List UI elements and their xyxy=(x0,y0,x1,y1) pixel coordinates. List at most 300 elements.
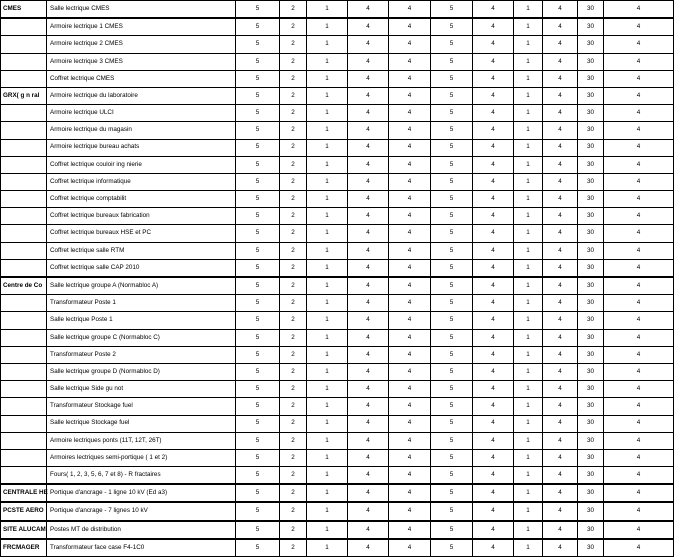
zone-cell[interactable] xyxy=(1,208,47,225)
value-cell[interactable]: 5 xyxy=(236,173,280,190)
value-cell[interactable]: 5 xyxy=(236,139,280,156)
value-cell[interactable]: 1 xyxy=(514,449,543,466)
value-cell[interactable]: 1 xyxy=(307,363,348,380)
score-cell[interactable]: 30 xyxy=(578,36,604,53)
equipment-cell[interactable]: Armoire lectrique du magasin xyxy=(47,122,236,139)
value-cell[interactable]: 4 xyxy=(348,363,389,380)
value-cell[interactable]: 1 xyxy=(514,208,543,225)
value-cell[interactable]: 4 xyxy=(473,329,514,346)
value-cell[interactable]: 4 xyxy=(473,225,514,242)
value-cell[interactable]: 2 xyxy=(280,156,307,173)
value-cell[interactable]: 5 xyxy=(236,105,280,122)
equipment-cell[interactable]: Coffret lectrique comptabilit xyxy=(47,191,236,208)
equipment-cell[interactable]: Salle lectrique CMES xyxy=(47,1,236,19)
value-cell[interactable]: 4 xyxy=(473,539,514,557)
value-cell[interactable]: 1 xyxy=(307,87,348,104)
value-cell[interactable]: 4 xyxy=(348,122,389,139)
value-cell[interactable]: 4 xyxy=(389,381,431,398)
value-cell[interactable]: 4 xyxy=(348,139,389,156)
value-cell[interactable]: 4 xyxy=(389,484,431,502)
value-cell[interactable]: 1 xyxy=(514,484,543,502)
value-cell[interactable]: 1 xyxy=(307,70,348,87)
equipment-cell[interactable]: Armoire lectrique bureau achats xyxy=(47,139,236,156)
value-cell[interactable]: 4 xyxy=(389,295,431,312)
value-cell[interactable]: 5 xyxy=(431,432,473,449)
zone-cell[interactable] xyxy=(1,242,47,259)
zone-cell[interactable] xyxy=(1,139,47,156)
value-cell[interactable]: 1 xyxy=(514,363,543,380)
value-cell[interactable]: 4 xyxy=(543,432,578,449)
value-cell[interactable]: 4 xyxy=(389,432,431,449)
value-cell[interactable]: 2 xyxy=(280,36,307,53)
zone-cell[interactable] xyxy=(1,295,47,312)
value-cell[interactable]: 5 xyxy=(431,381,473,398)
value-cell[interactable]: 1 xyxy=(307,208,348,225)
value-cell[interactable]: 5 xyxy=(431,521,473,539)
value-cell[interactable]: 2 xyxy=(280,139,307,156)
equipment-cell[interactable]: Transformateur Stockage fuel xyxy=(47,398,236,415)
value-cell[interactable]: 4 xyxy=(543,173,578,190)
value-cell[interactable]: 4 xyxy=(543,242,578,259)
value-cell[interactable]: 4 xyxy=(543,225,578,242)
value-cell[interactable]: 2 xyxy=(280,242,307,259)
score-cell[interactable]: 30 xyxy=(578,415,604,432)
value-cell[interactable]: 2 xyxy=(280,539,307,557)
value-cell[interactable]: 1 xyxy=(514,156,543,173)
value-cell[interactable]: 1 xyxy=(307,432,348,449)
value-cell[interactable]: 1 xyxy=(307,53,348,70)
value-cell[interactable]: 1 xyxy=(514,53,543,70)
score-cell[interactable]: 4 xyxy=(604,139,674,156)
zone-cell[interactable]: PCSTE AERO xyxy=(1,502,47,520)
value-cell[interactable]: 4 xyxy=(389,122,431,139)
score-cell[interactable]: 4 xyxy=(604,381,674,398)
value-cell[interactable]: 4 xyxy=(389,277,431,295)
value-cell[interactable]: 4 xyxy=(543,259,578,277)
value-cell[interactable]: 2 xyxy=(280,122,307,139)
equipment-cell[interactable]: Coffret lectrique salle RTM xyxy=(47,242,236,259)
score-cell[interactable]: 4 xyxy=(604,449,674,466)
value-cell[interactable]: 2 xyxy=(280,18,307,36)
value-cell[interactable]: 2 xyxy=(280,259,307,277)
score-cell[interactable]: 4 xyxy=(604,521,674,539)
equipment-cell[interactable]: Armoire lectrique 2 CMES xyxy=(47,36,236,53)
value-cell[interactable]: 1 xyxy=(514,191,543,208)
score-cell[interactable]: 30 xyxy=(578,18,604,36)
value-cell[interactable]: 1 xyxy=(514,467,543,485)
zone-cell[interactable]: FRCMAGER xyxy=(1,539,47,557)
value-cell[interactable]: 5 xyxy=(236,312,280,329)
value-cell[interactable]: 4 xyxy=(348,242,389,259)
value-cell[interactable]: 1 xyxy=(307,484,348,502)
score-cell[interactable]: 30 xyxy=(578,502,604,520)
score-cell[interactable]: 30 xyxy=(578,329,604,346)
value-cell[interactable]: 1 xyxy=(514,295,543,312)
value-cell[interactable]: 5 xyxy=(236,53,280,70)
zone-cell[interactable]: CENTRALE HE xyxy=(1,484,47,502)
value-cell[interactable]: 2 xyxy=(280,521,307,539)
value-cell[interactable]: 4 xyxy=(389,449,431,466)
value-cell[interactable]: 4 xyxy=(473,259,514,277)
value-cell[interactable]: 4 xyxy=(543,398,578,415)
score-cell[interactable]: 4 xyxy=(604,225,674,242)
equipment-cell[interactable]: Armoire lectriques ponts (11T, 12T, 26T) xyxy=(47,432,236,449)
value-cell[interactable]: 4 xyxy=(543,484,578,502)
score-cell[interactable]: 4 xyxy=(604,329,674,346)
value-cell[interactable]: 4 xyxy=(543,70,578,87)
value-cell[interactable]: 1 xyxy=(514,36,543,53)
value-cell[interactable]: 4 xyxy=(389,53,431,70)
value-cell[interactable]: 4 xyxy=(389,1,431,19)
score-cell[interactable]: 30 xyxy=(578,539,604,557)
score-cell[interactable]: 4 xyxy=(604,295,674,312)
zone-cell[interactable] xyxy=(1,70,47,87)
value-cell[interactable]: 4 xyxy=(543,415,578,432)
value-cell[interactable]: 2 xyxy=(280,312,307,329)
zone-cell[interactable] xyxy=(1,415,47,432)
zone-cell[interactable] xyxy=(1,173,47,190)
value-cell[interactable]: 4 xyxy=(389,36,431,53)
value-cell[interactable]: 4 xyxy=(543,36,578,53)
value-cell[interactable]: 2 xyxy=(280,398,307,415)
score-cell[interactable]: 4 xyxy=(604,539,674,557)
value-cell[interactable]: 4 xyxy=(473,173,514,190)
equipment-cell[interactable]: Transformateur Poste 1 xyxy=(47,295,236,312)
value-cell[interactable]: 4 xyxy=(543,277,578,295)
score-cell[interactable]: 30 xyxy=(578,87,604,104)
value-cell[interactable]: 1 xyxy=(514,277,543,295)
score-cell[interactable]: 4 xyxy=(604,346,674,363)
equipment-cell[interactable]: Coffret lectrique bureaux HSE et PC xyxy=(47,225,236,242)
value-cell[interactable]: 4 xyxy=(473,381,514,398)
value-cell[interactable]: 5 xyxy=(236,242,280,259)
value-cell[interactable]: 4 xyxy=(473,467,514,485)
score-cell[interactable]: 30 xyxy=(578,432,604,449)
value-cell[interactable]: 4 xyxy=(348,277,389,295)
zone-cell[interactable] xyxy=(1,36,47,53)
value-cell[interactable]: 5 xyxy=(431,449,473,466)
value-cell[interactable]: 1 xyxy=(514,87,543,104)
value-cell[interactable]: 5 xyxy=(431,346,473,363)
value-cell[interactable]: 5 xyxy=(236,432,280,449)
value-cell[interactable]: 4 xyxy=(473,105,514,122)
value-cell[interactable]: 1 xyxy=(307,1,348,19)
value-cell[interactable]: 5 xyxy=(431,156,473,173)
value-cell[interactable]: 5 xyxy=(431,225,473,242)
value-cell[interactable]: 5 xyxy=(431,398,473,415)
score-cell[interactable]: 4 xyxy=(604,105,674,122)
score-cell[interactable]: 4 xyxy=(604,122,674,139)
value-cell[interactable]: 2 xyxy=(280,87,307,104)
value-cell[interactable]: 4 xyxy=(389,312,431,329)
value-cell[interactable]: 5 xyxy=(236,156,280,173)
zone-cell[interactable] xyxy=(1,53,47,70)
value-cell[interactable]: 4 xyxy=(348,70,389,87)
value-cell[interactable]: 4 xyxy=(348,18,389,36)
value-cell[interactable]: 1 xyxy=(514,398,543,415)
score-cell[interactable]: 30 xyxy=(578,208,604,225)
score-cell[interactable]: 4 xyxy=(604,87,674,104)
value-cell[interactable]: 5 xyxy=(236,1,280,19)
value-cell[interactable]: 2 xyxy=(280,502,307,520)
value-cell[interactable]: 1 xyxy=(307,502,348,520)
score-cell[interactable]: 4 xyxy=(604,398,674,415)
value-cell[interactable]: 2 xyxy=(280,467,307,485)
value-cell[interactable]: 4 xyxy=(389,467,431,485)
equipment-cell[interactable]: Salle lectrique Side gu not xyxy=(47,381,236,398)
value-cell[interactable]: 4 xyxy=(348,225,389,242)
value-cell[interactable]: 5 xyxy=(236,70,280,87)
zone-cell[interactable] xyxy=(1,363,47,380)
value-cell[interactable]: 4 xyxy=(348,53,389,70)
value-cell[interactable]: 2 xyxy=(280,208,307,225)
score-cell[interactable]: 30 xyxy=(578,484,604,502)
value-cell[interactable]: 1 xyxy=(307,449,348,466)
value-cell[interactable]: 1 xyxy=(307,139,348,156)
score-cell[interactable]: 30 xyxy=(578,467,604,485)
value-cell[interactable]: 4 xyxy=(473,346,514,363)
value-cell[interactable]: 5 xyxy=(236,346,280,363)
value-cell[interactable]: 1 xyxy=(307,277,348,295)
value-cell[interactable]: 4 xyxy=(389,242,431,259)
score-cell[interactable]: 4 xyxy=(604,242,674,259)
value-cell[interactable]: 2 xyxy=(280,363,307,380)
value-cell[interactable]: 4 xyxy=(348,105,389,122)
value-cell[interactable]: 4 xyxy=(389,191,431,208)
score-cell[interactable]: 4 xyxy=(604,191,674,208)
score-cell[interactable]: 30 xyxy=(578,156,604,173)
zone-cell[interactable] xyxy=(1,329,47,346)
value-cell[interactable]: 4 xyxy=(348,208,389,225)
value-cell[interactable]: 4 xyxy=(389,398,431,415)
value-cell[interactable]: 1 xyxy=(514,18,543,36)
value-cell[interactable]: 1 xyxy=(514,432,543,449)
zone-cell[interactable] xyxy=(1,225,47,242)
score-cell[interactable]: 30 xyxy=(578,139,604,156)
value-cell[interactable]: 1 xyxy=(514,242,543,259)
value-cell[interactable]: 5 xyxy=(431,242,473,259)
score-cell[interactable]: 4 xyxy=(604,208,674,225)
value-cell[interactable]: 2 xyxy=(280,191,307,208)
value-cell[interactable]: 5 xyxy=(236,329,280,346)
value-cell[interactable]: 4 xyxy=(348,295,389,312)
score-cell[interactable]: 30 xyxy=(578,277,604,295)
value-cell[interactable]: 4 xyxy=(389,105,431,122)
value-cell[interactable]: 1 xyxy=(514,502,543,520)
value-cell[interactable]: 4 xyxy=(389,363,431,380)
value-cell[interactable]: 5 xyxy=(236,539,280,557)
value-cell[interactable]: 5 xyxy=(236,277,280,295)
value-cell[interactable]: 1 xyxy=(307,295,348,312)
value-cell[interactable]: 4 xyxy=(348,415,389,432)
zone-cell[interactable]: CMES xyxy=(1,1,47,19)
value-cell[interactable]: 4 xyxy=(348,432,389,449)
value-cell[interactable]: 4 xyxy=(543,191,578,208)
value-cell[interactable]: 2 xyxy=(280,70,307,87)
value-cell[interactable]: 4 xyxy=(348,502,389,520)
value-cell[interactable]: 4 xyxy=(543,139,578,156)
value-cell[interactable]: 4 xyxy=(543,105,578,122)
value-cell[interactable]: 1 xyxy=(307,539,348,557)
value-cell[interactable]: 1 xyxy=(514,539,543,557)
value-cell[interactable]: 4 xyxy=(348,312,389,329)
value-cell[interactable]: 4 xyxy=(473,242,514,259)
zone-cell[interactable] xyxy=(1,346,47,363)
value-cell[interactable]: 4 xyxy=(473,87,514,104)
value-cell[interactable]: 5 xyxy=(236,363,280,380)
value-cell[interactable]: 4 xyxy=(543,329,578,346)
equipment-cell[interactable]: Postes MT de distribution xyxy=(47,521,236,539)
zone-cell[interactable] xyxy=(1,18,47,36)
value-cell[interactable]: 1 xyxy=(307,312,348,329)
score-cell[interactable]: 4 xyxy=(604,70,674,87)
value-cell[interactable]: 5 xyxy=(236,467,280,485)
value-cell[interactable]: 4 xyxy=(348,539,389,557)
value-cell[interactable]: 1 xyxy=(307,381,348,398)
value-cell[interactable]: 2 xyxy=(280,1,307,19)
value-cell[interactable]: 5 xyxy=(431,36,473,53)
score-cell[interactable]: 30 xyxy=(578,312,604,329)
value-cell[interactable]: 4 xyxy=(348,87,389,104)
value-cell[interactable]: 4 xyxy=(473,449,514,466)
value-cell[interactable]: 4 xyxy=(389,259,431,277)
value-cell[interactable]: 4 xyxy=(348,259,389,277)
zone-cell[interactable]: Centre de Co xyxy=(1,277,47,295)
equipment-cell[interactable]: Salle lectrique groupe A (Normabloc A) xyxy=(47,277,236,295)
value-cell[interactable]: 2 xyxy=(280,225,307,242)
score-cell[interactable]: 30 xyxy=(578,295,604,312)
value-cell[interactable]: 4 xyxy=(348,449,389,466)
value-cell[interactable]: 5 xyxy=(431,53,473,70)
score-cell[interactable]: 4 xyxy=(604,53,674,70)
score-cell[interactable]: 4 xyxy=(604,1,674,19)
value-cell[interactable]: 1 xyxy=(307,346,348,363)
value-cell[interactable]: 1 xyxy=(514,70,543,87)
equipment-cell[interactable]: Salle lectrique Poste 1 xyxy=(47,312,236,329)
equipment-cell[interactable]: Coffret lectrique salle CAP 2010 xyxy=(47,259,236,277)
value-cell[interactable]: 4 xyxy=(543,53,578,70)
value-cell[interactable]: 1 xyxy=(514,173,543,190)
value-cell[interactable]: 4 xyxy=(348,521,389,539)
score-cell[interactable]: 4 xyxy=(604,502,674,520)
value-cell[interactable]: 4 xyxy=(348,381,389,398)
value-cell[interactable]: 4 xyxy=(543,208,578,225)
value-cell[interactable]: 1 xyxy=(514,329,543,346)
value-cell[interactable]: 4 xyxy=(389,18,431,36)
score-cell[interactable]: 4 xyxy=(604,36,674,53)
value-cell[interactable]: 4 xyxy=(348,36,389,53)
score-cell[interactable]: 30 xyxy=(578,1,604,19)
value-cell[interactable]: 4 xyxy=(473,277,514,295)
value-cell[interactable]: 5 xyxy=(236,521,280,539)
value-cell[interactable]: 4 xyxy=(473,484,514,502)
score-cell[interactable]: 30 xyxy=(578,53,604,70)
score-cell[interactable]: 30 xyxy=(578,363,604,380)
score-cell[interactable]: 4 xyxy=(604,467,674,485)
equipment-cell[interactable]: Transformateur Poste 2 xyxy=(47,346,236,363)
score-cell[interactable]: 4 xyxy=(604,156,674,173)
zone-cell[interactable]: GRX( g n ral xyxy=(1,87,47,104)
value-cell[interactable]: 2 xyxy=(280,105,307,122)
value-cell[interactable]: 4 xyxy=(389,521,431,539)
value-cell[interactable]: 2 xyxy=(280,295,307,312)
equipment-cell[interactable]: Armoire lectrique du laboratoire xyxy=(47,87,236,104)
value-cell[interactable]: 5 xyxy=(236,484,280,502)
value-cell[interactable]: 2 xyxy=(280,415,307,432)
value-cell[interactable]: 1 xyxy=(514,415,543,432)
value-cell[interactable]: 4 xyxy=(473,295,514,312)
value-cell[interactable]: 5 xyxy=(236,415,280,432)
value-cell[interactable]: 5 xyxy=(431,87,473,104)
value-cell[interactable]: 1 xyxy=(307,242,348,259)
score-cell[interactable]: 4 xyxy=(604,484,674,502)
value-cell[interactable]: 1 xyxy=(307,259,348,277)
score-cell[interactable]: 30 xyxy=(578,398,604,415)
value-cell[interactable]: 1 xyxy=(514,225,543,242)
value-cell[interactable]: 1 xyxy=(307,173,348,190)
value-cell[interactable]: 5 xyxy=(431,191,473,208)
score-cell[interactable]: 4 xyxy=(604,18,674,36)
equipment-cell[interactable]: Coffret lectrique informatique xyxy=(47,173,236,190)
zone-cell[interactable] xyxy=(1,312,47,329)
value-cell[interactable]: 5 xyxy=(236,122,280,139)
score-cell[interactable]: 4 xyxy=(604,432,674,449)
value-cell[interactable]: 4 xyxy=(473,53,514,70)
value-cell[interactable]: 4 xyxy=(543,312,578,329)
value-cell[interactable]: 5 xyxy=(431,329,473,346)
value-cell[interactable]: 4 xyxy=(389,173,431,190)
value-cell[interactable]: 2 xyxy=(280,329,307,346)
value-cell[interactable]: 4 xyxy=(473,521,514,539)
equipment-cell[interactable]: Armoire lectrique 3 CMES xyxy=(47,53,236,70)
value-cell[interactable]: 1 xyxy=(307,18,348,36)
value-cell[interactable]: 4 xyxy=(348,484,389,502)
equipment-cell[interactable]: Armoire lectrique ULCI xyxy=(47,105,236,122)
score-cell[interactable]: 30 xyxy=(578,70,604,87)
value-cell[interactable]: 1 xyxy=(307,415,348,432)
value-cell[interactable]: 1 xyxy=(307,122,348,139)
value-cell[interactable]: 1 xyxy=(514,381,543,398)
value-cell[interactable]: 4 xyxy=(543,467,578,485)
value-cell[interactable]: 1 xyxy=(514,346,543,363)
value-cell[interactable]: 4 xyxy=(473,156,514,173)
value-cell[interactable]: 4 xyxy=(543,87,578,104)
value-cell[interactable]: 2 xyxy=(280,346,307,363)
zone-cell[interactable] xyxy=(1,398,47,415)
value-cell[interactable]: 4 xyxy=(543,346,578,363)
value-cell[interactable]: 5 xyxy=(236,191,280,208)
equipment-cell[interactable]: Salle lectrique groupe D (Normabloc D) xyxy=(47,363,236,380)
value-cell[interactable]: 1 xyxy=(307,521,348,539)
value-cell[interactable]: 5 xyxy=(431,105,473,122)
value-cell[interactable]: 5 xyxy=(431,415,473,432)
value-cell[interactable]: 4 xyxy=(473,122,514,139)
value-cell[interactable]: 5 xyxy=(236,449,280,466)
value-cell[interactable]: 2 xyxy=(280,381,307,398)
zone-cell[interactable] xyxy=(1,467,47,485)
value-cell[interactable]: 5 xyxy=(431,484,473,502)
value-cell[interactable]: 4 xyxy=(473,398,514,415)
value-cell[interactable]: 4 xyxy=(389,502,431,520)
value-cell[interactable]: 1 xyxy=(307,191,348,208)
score-cell[interactable]: 30 xyxy=(578,105,604,122)
value-cell[interactable]: 4 xyxy=(473,363,514,380)
value-cell[interactable]: 4 xyxy=(389,87,431,104)
value-cell[interactable]: 1 xyxy=(514,521,543,539)
value-cell[interactable]: 4 xyxy=(543,18,578,36)
value-cell[interactable]: 5 xyxy=(236,18,280,36)
equipment-cell[interactable]: Fours( 1, 2, 3, 5, 6, 7 et 8) - R fractaires xyxy=(47,467,236,485)
